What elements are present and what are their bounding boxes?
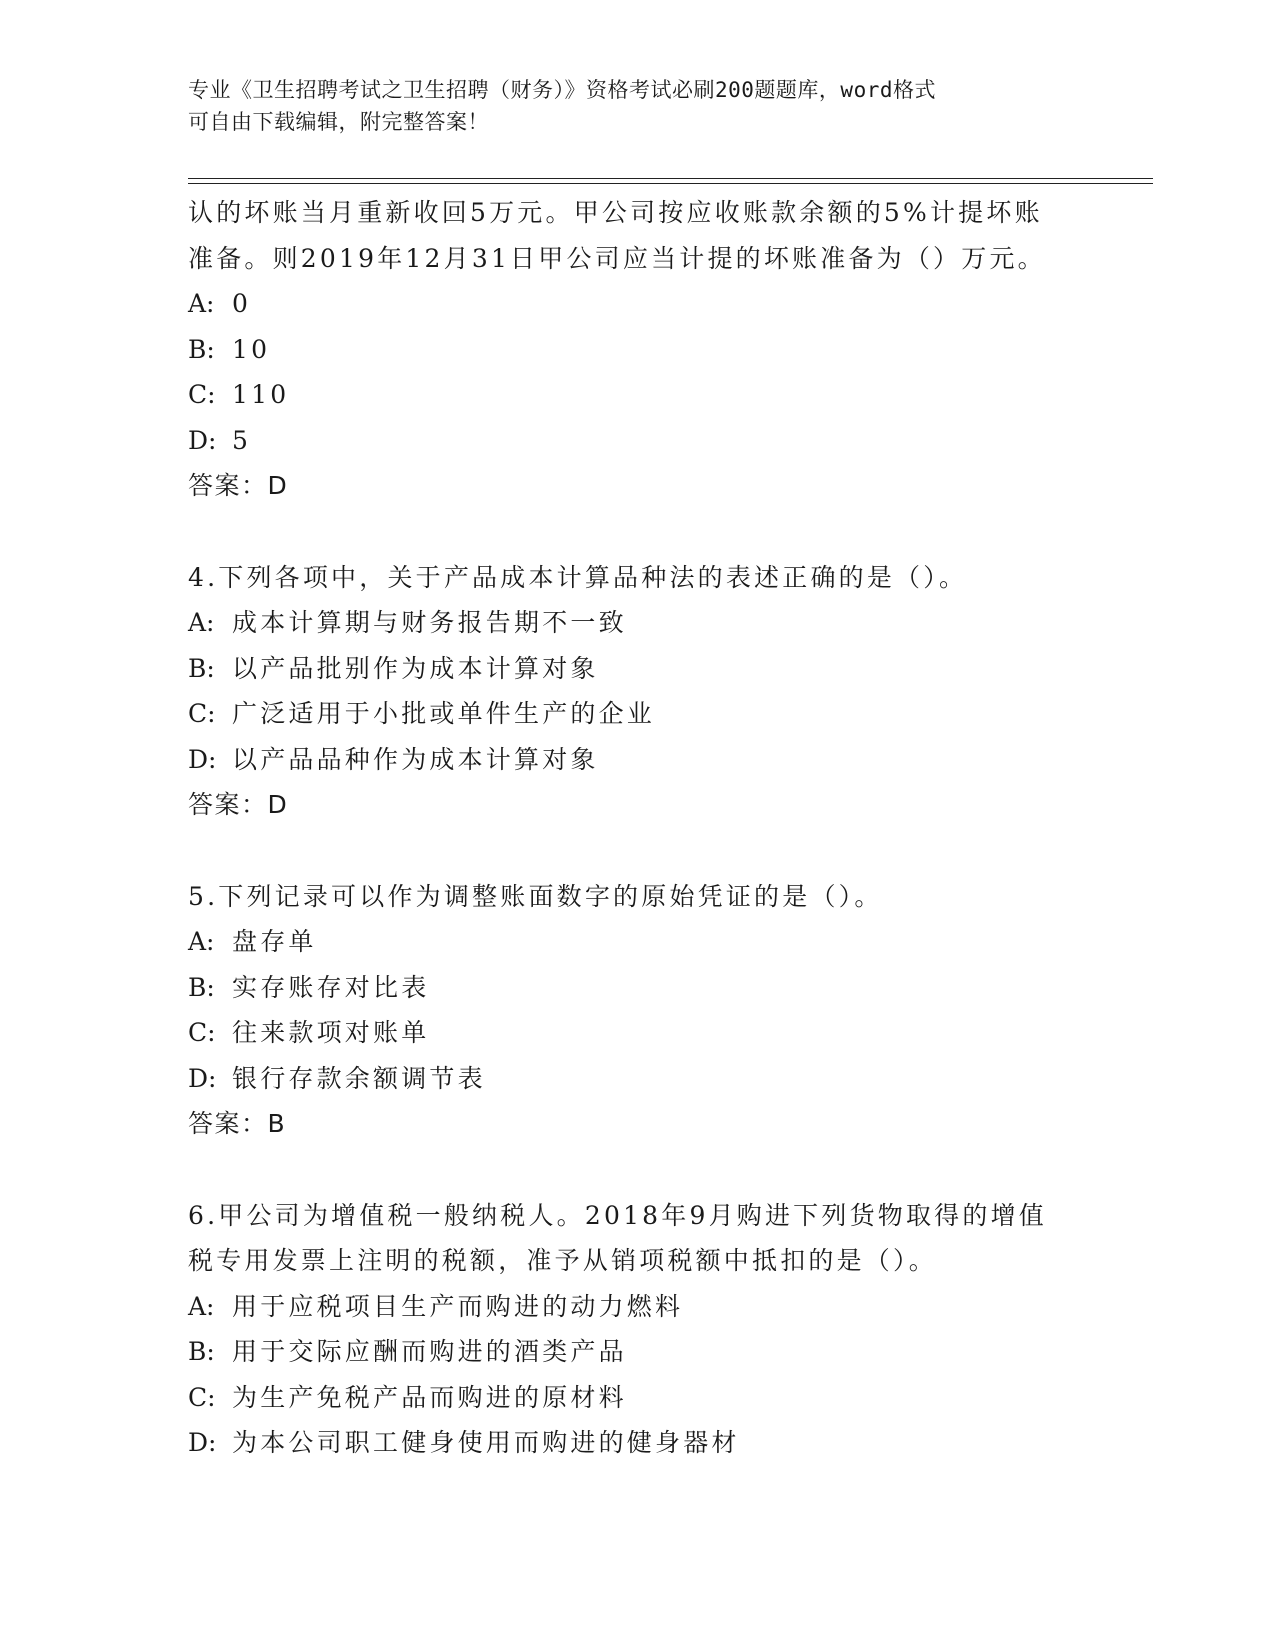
option-label: B:: [188, 653, 215, 683]
question-3: [188, 190, 1088, 509]
question-6: [188, 1193, 1088, 1466]
question-text-line: 税专用发票上注明的税额，准予从销项税额中抵扣的是（）。: [188, 1246, 937, 1275]
option-label: C:: [188, 699, 216, 728]
option-a: [188, 1284, 1088, 1330]
question-4: [188, 555, 1088, 828]
option-text: 0: [232, 289, 252, 318]
option-label: A:: [188, 927, 215, 956]
option-label: D:: [188, 1428, 217, 1457]
option-text: 为生产免税产品而购进的原材料: [232, 1382, 627, 1412]
option-text: 盘存单: [232, 927, 317, 956]
option-text: 110: [232, 380, 290, 409]
option-a: [188, 919, 1088, 965]
option-label: D:: [188, 425, 217, 455]
option-text: 以产品品种作为成本计算对象: [232, 744, 599, 774]
option-d: [188, 737, 1088, 783]
option-b: [188, 965, 1088, 1011]
option-a: [188, 600, 1088, 646]
option-d: [188, 1056, 1088, 1102]
option-text: 银行存款余额调节表: [232, 1063, 486, 1093]
option-label: C:: [188, 1018, 216, 1047]
question-text-line: 认的坏账当月重新收回5万元。甲公司按应收账款余额的5%计提坏账: [188, 198, 1043, 227]
option-text: 5: [232, 425, 252, 455]
option-c: [188, 691, 1088, 737]
option-text: 用于应税项目生产而购进的动力燃料: [232, 1291, 684, 1321]
option-label: B:: [188, 334, 215, 364]
header-rule-top: [188, 178, 1153, 179]
question-text-line: 准备。则2019年12月31日甲公司应当计提的坏账准备为（）万元。: [188, 243, 1046, 273]
answer: 答案：B: [188, 1109, 287, 1138]
option-label: C:: [188, 380, 216, 409]
option-label: D:: [188, 1063, 217, 1093]
document-body: [188, 190, 1088, 1466]
answer: 答案：D: [188, 471, 289, 500]
option-text: 以产品批别作为成本计算对象: [232, 653, 599, 683]
option-label: A:: [188, 608, 215, 637]
option-label: A:: [188, 1291, 215, 1321]
option-b: [188, 1329, 1088, 1375]
option-label: B:: [188, 972, 215, 1002]
option-label: B:: [188, 1337, 215, 1366]
header-rule-bottom: [188, 183, 1153, 184]
spacer: [188, 509, 1088, 555]
option-label: D:: [188, 744, 217, 774]
option-text: 为本公司职工健身使用而购进的健身器材: [232, 1428, 740, 1457]
option-c: [188, 372, 1088, 418]
option-c: [188, 1010, 1088, 1056]
header-line-2: 可自由下载编辑，附完整答案！: [188, 110, 489, 134]
option-text: 往来款项对账单: [232, 1018, 430, 1047]
option-text: 实存账存对比表: [232, 972, 430, 1002]
option-text: 10: [232, 334, 271, 364]
option-b: [188, 327, 1088, 373]
option-label: C:: [188, 1382, 216, 1412]
spacer: [188, 828, 1088, 874]
question-text-line: 5.下列记录可以作为调整账面数字的原始凭证的是（）。: [188, 881, 883, 911]
answer: 答案：D: [188, 790, 289, 819]
option-text: 用于交际应酬而购进的酒类产品: [232, 1337, 627, 1366]
option-d: [188, 418, 1088, 464]
option-text: 成本计算期与财务报告期不一致: [232, 608, 627, 637]
option-label: A:: [188, 289, 215, 318]
question-text-line: 6.甲公司为增值税一般纳税人。2018年9月购进下列货物取得的增值: [188, 1200, 1047, 1230]
header-line-1: 专业《卫生招聘考试之卫生招聘（财务）》资格考试必刷200题题库，word格式: [188, 78, 936, 102]
option-d: [188, 1420, 1088, 1466]
option-b: [188, 646, 1088, 692]
option-c: [188, 1375, 1088, 1421]
option-a: [188, 281, 1088, 327]
question-text-line: 4.下列各项中，关于产品成本计算品种法的表述正确的是（）。: [188, 562, 968, 592]
option-text: 广泛适用于小批或单件生产的企业: [232, 699, 656, 728]
spacer: [188, 1147, 1088, 1193]
question-5: [188, 874, 1088, 1147]
page-header: [188, 74, 1068, 138]
